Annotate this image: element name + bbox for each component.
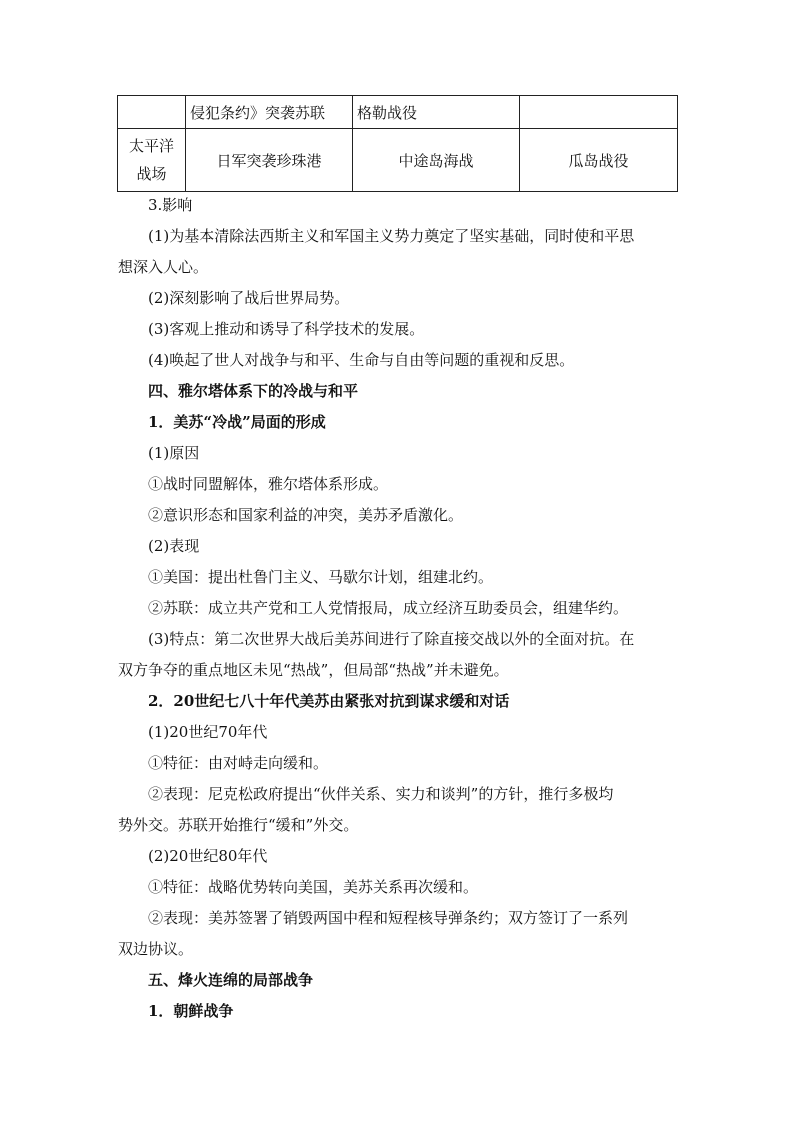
table-cell: 瓜岛战役 <box>520 129 678 192</box>
row-header-cell <box>118 129 186 192</box>
table-row <box>118 96 678 129</box>
body-text <box>118 190 678 1027</box>
battles-table <box>117 95 678 192</box>
table-cell <box>118 96 186 129</box>
paragraph-line: (1)原因 <box>148 444 200 462</box>
paragraph-line: ②苏联：成立共产党和工人党情报局，成立经济互助委员会，组建华约。 <box>148 599 629 617</box>
table-cell: 中途岛海战 <box>353 129 520 192</box>
section-heading: 1．朝鲜战争 <box>148 1002 234 1020</box>
paragraph-line: 双边协议。 <box>118 940 194 958</box>
paragraph-line: (3)特点：第二次世界大战后美苏间进行了除直接交战以外的全面对抗。在 <box>148 630 635 648</box>
paragraph-line: 双方争夺的重点地区未见“热战”，但局部“热战”并未避免。 <box>118 661 509 679</box>
section-heading: 2．20世纪七八十年代美苏由紧张对抗到谋求缓和对话 <box>148 692 510 710</box>
paragraph-line: (2)深刻影响了战后世界局势。 <box>148 289 350 307</box>
paragraph-line: ①特征：战略优势转向美国，美苏关系再次缓和。 <box>148 878 479 896</box>
row-header-line: 战场 <box>136 165 167 183</box>
paragraph-line: ①美国：提出杜鲁门主义、马歇尔计划，组建北约。 <box>148 568 494 586</box>
table-cell <box>520 96 678 129</box>
table-cell: 格勒战役 <box>353 96 520 129</box>
paragraph-line: 3.影响 <box>148 196 193 214</box>
paragraph-line: ②表现：尼克松政府提出“伙伴关系、实力和谈判”的方针，推行多极均 <box>148 785 614 803</box>
row-header-line: 太平洋 <box>128 137 174 155</box>
paragraph-line: 势外交。苏联开始推行“缓和”外交。 <box>118 816 359 834</box>
section-heading: 四、雅尔塔体系下的冷战与和平 <box>148 382 359 400</box>
paragraph-line: 想深入人心。 <box>118 258 209 276</box>
paragraph-line: ②意识形态和国家利益的冲突，美苏矛盾激化。 <box>148 506 464 524</box>
paragraph-line: (4)唤起了世人对战争与和平、生命与自由等问题的重视和反思。 <box>148 351 575 369</box>
table-cell: 日军突袭珍珠港 <box>186 129 353 192</box>
paragraph-line: ①特征：由对峙走向缓和。 <box>148 754 329 772</box>
paragraph-line: ①战时同盟解体，雅尔塔体系形成。 <box>148 475 389 493</box>
section-heading: 1．美苏“冷战”局面的形成 <box>148 413 326 431</box>
table-row <box>118 129 678 192</box>
paragraph-line: (2)20世纪80年代 <box>148 847 268 865</box>
paragraph-line: (3)客观上推动和诱导了科学技术的发展。 <box>148 320 425 338</box>
paragraph-line: ②表现：美苏签署了销毁两国中程和短程核导弹条约；双方签订了一系列 <box>148 909 629 927</box>
section-heading: 五、烽火连绵的局部战争 <box>148 971 314 989</box>
paragraph-line: (1)20世纪70年代 <box>148 723 268 741</box>
paragraph-line: (2)表现 <box>148 537 200 555</box>
table-cell: 侵犯条约》突袭苏联 <box>186 96 353 129</box>
paragraph-line: (1)为基本清除法西斯主义和军国主义势力奠定了坚实基础，同时使和平思 <box>148 227 635 245</box>
